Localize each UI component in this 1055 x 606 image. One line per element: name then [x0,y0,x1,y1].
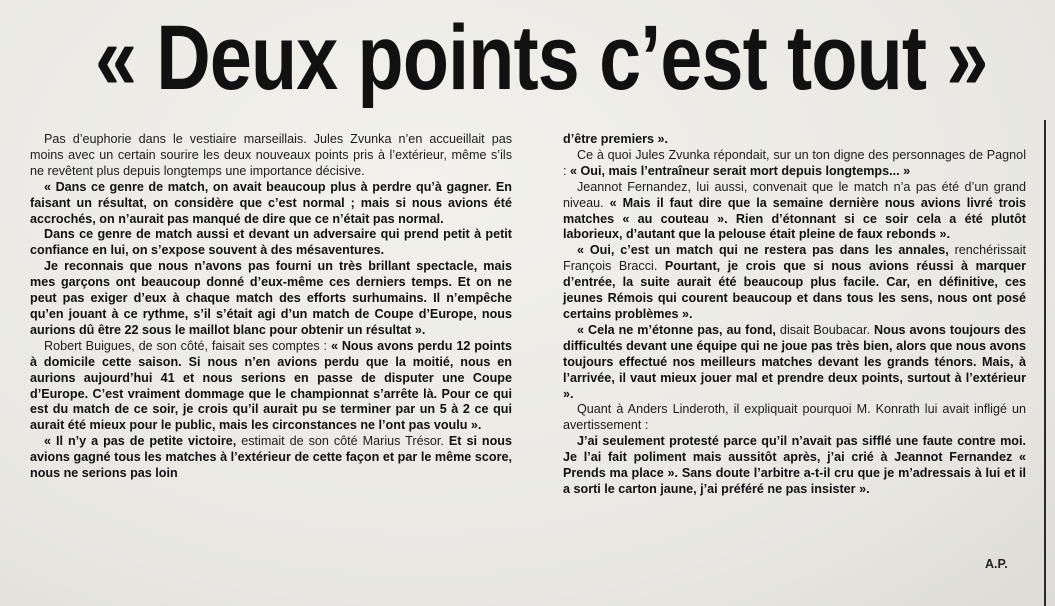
quote: Et si nous avions gagné tous les matches à l’extérieur de cette façon et par le même score, nous ne serions pas loin [30,434,512,481]
quote: « Cela ne m’étonne pas, au fond, [577,322,776,337]
quote: « Nous avons perdu 12 points à domicile cette saison. Si nous n’en avions perdu que la moitié, nous en aurions aujourd’hui 41 et nous serions en passe de disputer une Coupe d’Europe. C’est vraiment dommage que le championnat s’arrête là. Pour ce qui est du match de ce soir, je crois qu’il aurait pu se terminer par un 5 à 2 ce qui aurait été mieux pour le public, mais les circonstances ne l’ont pas voulu ». [30,338,512,433]
paragraph [30,339,512,434]
paragraph: Quant à Anders Linderoth, il expliquait pourquoi M. Konrath lui avait infligé un avertissement : [563,402,1026,433]
paragraph [563,180,1026,244]
paragraph [30,434,512,482]
paragraph: Pas d’euphorie dans le vestiaire marseillais. Jules Zvunka n’en accueillait pas moins avec un certain sourire les deux nouveaux points pris à l’extérieur, même s’ils ne revêtent plus depuis longtemps une importance décisive. [30,132,512,178]
paragraph [30,259,512,339]
quote: « Dans ce genre de match, on avait beaucoup plus à perdre qu’à gagner. En faisant un résultat, on considère que c’est normal ; mais si nous avions été accrochés, on n’aurait pas manqué de dire que ce n’était pas normal. [30,179,512,226]
quote: « Mais il faut dire que la semaine dernière nous avions livré trois matches « au couteau ». Rien d’étonnant si ce soir cela a été plutôt laborieux, d’autant que la pelouse était pleine de faux rebonds ». [563,195,1027,242]
paragraph [563,323,1026,403]
article-column-right [563,132,1026,498]
attribution: estimait de son côté Marius Trésor. [236,434,449,449]
quote: « Il n’y a pas de petite victoire, [44,434,237,449]
quote: Nous avons toujours des difficultés devant une équipe qui ne joue pas très bien, alors que nous avons toujours effectué nos meilleurs matches devant les grands ténors. Mais, à l’arrivée, il vaut mieux jouer mal et prendre deux points, surtout à l’extérieur ». [563,322,1026,401]
paragraph [563,132,1026,148]
quote: Pourtant, je crois que si nous avions réussi à marquer d’entrée, la suite aurait été beaucoup plus facile. Car, en définitive, ces jeunes Rémois qui courent beaucoup et dans tous les sens, nous ont posé certains problèmes ». [563,259,1026,321]
paragraph [563,148,1026,180]
attribution: Robert Buigues, de son côté, faisait ses comptes : [44,338,331,353]
attribution: Jeannot Fernandez, lui aussi, convenait que le match n’a pas été d’un grand niveau. [563,179,1026,210]
quote: d’être premiers ». [563,132,668,146]
quote: J’ai seulement protesté parce qu’il n’avait pas sifflé une faute contre moi. Je l’ai fait poliment mais aussitôt après, j’ai crié à Jeannot Fernandez « Prends ma place ». Sans doute l’arbitre a-t-il cru que je m’adressais à lui et il a sorti le carton jaune, j’ai préféré ne pas insister ». [563,434,1026,496]
quote: Je reconnais que nous n’avons pas fourni un très brillant spectacle, mais mes garçons ont beaucoup donné d’eux-même ces derniers temps. Et on ne peut pas exiger d’eux à chaque match des efforts surhumains. Il n’empêche qu’en jouant à ce rythme, s’il s’était agi d’un match de Coupe d’Europe, nous aurions dû être 22 sous le maillot blanc pour obtenir un résultat ». [30,259,512,337]
column-divider [1044,120,1046,606]
quote: « Oui, mais l’entraîneur serait mort depuis longtemps... » [570,163,911,178]
attribution: renchérissait François Bracci. [563,243,1026,274]
article-column-left [30,132,512,482]
paragraph [563,243,1026,323]
quote: « Oui, c’est un match qui ne restera pas dans les annales, [577,243,949,258]
headline: « Deux points c’est tout » [94,7,988,109]
paragraph [30,227,512,259]
quote: Dans ce genre de match aussi et devant un adversaire qui prend petit à petit confiance en lui, on s’expose souvent à des mésaventures. [30,227,512,258]
paragraph [563,434,1026,498]
attribution: disait Boubacar. [775,322,875,337]
paragraph [30,180,512,228]
author-signature: A.P. [985,557,1008,571]
attribution: Ce à quoi Jules Zvunka répondait, sur un ton digne des personnages de Pagnol : [563,147,1026,178]
